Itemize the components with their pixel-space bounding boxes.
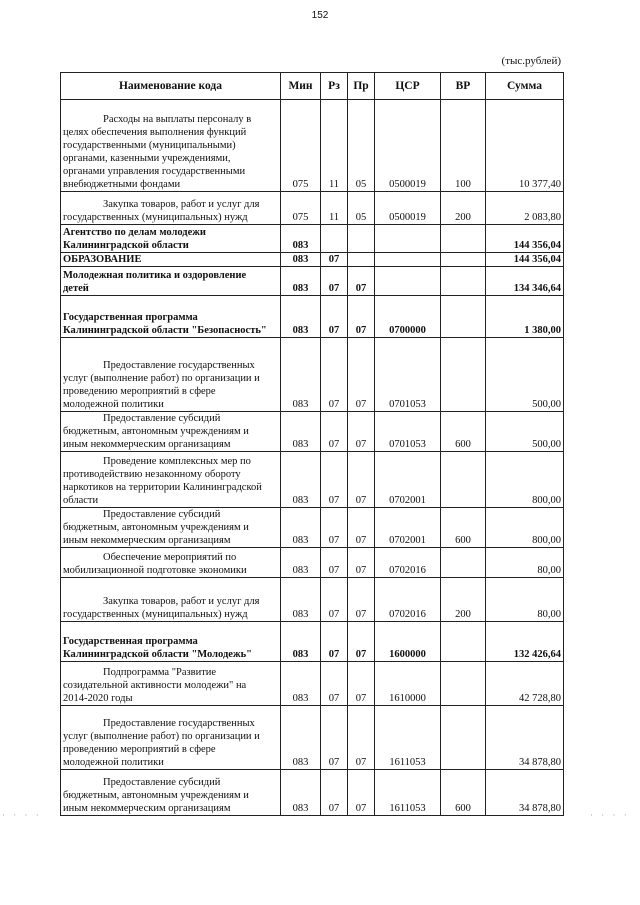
cell-rz: 07: [321, 548, 348, 578]
row-name-line: Калининградской области "Молодежь": [63, 649, 252, 660]
row-name-line: бюджетным, автономным учреждениям и: [63, 522, 249, 533]
header-name: Наименование кода: [61, 73, 281, 100]
cell-csr: 1600000: [375, 622, 441, 662]
cell-sum: 134 346,64: [486, 267, 564, 296]
row-name-line: молодежной политики: [63, 757, 164, 768]
cell-pr: 07: [348, 770, 375, 816]
row-name: [61, 578, 281, 622]
cell-csr: 0701053: [375, 338, 441, 412]
cell-min: 075: [281, 100, 321, 192]
cell-min: 083: [281, 253, 321, 267]
cell-rz: 07: [321, 622, 348, 662]
cell-min: 083: [281, 296, 321, 338]
row-name-line: государственных (муниципальных) нужд: [63, 609, 248, 620]
cell-min: 083: [281, 770, 321, 816]
row-name: [61, 225, 281, 253]
cell-vr: [441, 225, 486, 253]
cell-min: 075: [281, 192, 321, 225]
row-name-line: иным некоммерческим организациям: [63, 535, 231, 546]
cell-rz: 07: [321, 662, 348, 706]
scan-artifact-left: · · · ·: [2, 810, 42, 820]
header-csr: ЦСР: [375, 73, 441, 100]
cell-pr: [348, 253, 375, 267]
row-name: [61, 508, 281, 548]
cell-csr: [375, 225, 441, 253]
cell-vr: 600: [441, 412, 486, 452]
row-name-line: области: [63, 495, 99, 506]
row-name-line: Закупка товаров, работ и услуг для: [103, 199, 260, 210]
row-name-line: ОБРАЗОВАНИЕ: [63, 254, 142, 265]
cell-vr: [441, 548, 486, 578]
row-name: [61, 296, 281, 338]
row-name-line: иным некоммерческим организациям: [63, 803, 231, 814]
table-row: [61, 412, 564, 452]
cell-min: 083: [281, 338, 321, 412]
cell-csr: 1610000: [375, 662, 441, 706]
cell-pr: 07: [348, 662, 375, 706]
budget-table: [60, 72, 564, 816]
cell-csr: 0702001: [375, 508, 441, 548]
cell-min: 083: [281, 267, 321, 296]
cell-pr: 07: [348, 508, 375, 548]
row-name: [61, 267, 281, 296]
cell-sum: 800,00: [486, 508, 564, 548]
cell-rz: 07: [321, 452, 348, 508]
table-row: [61, 296, 564, 338]
cell-pr: 07: [348, 578, 375, 622]
table-row: [61, 100, 564, 192]
cell-rz: 07: [321, 578, 348, 622]
table-row: [61, 508, 564, 548]
table-row: [61, 622, 564, 662]
row-name-line: бюджетным, автономным учреждениям и: [63, 790, 249, 801]
row-name-line: Предоставление государственных: [103, 360, 255, 371]
cell-csr: 0702016: [375, 548, 441, 578]
cell-pr: 07: [348, 452, 375, 508]
row-name-line: государственных (муниципальных) нужд: [63, 212, 248, 223]
row-name-line: противодействию незаконному обороту: [63, 469, 241, 480]
row-name: [61, 100, 281, 192]
scan-artifact-right: · · · ·: [590, 810, 630, 820]
row-name-line: проведению мероприятий в сфере: [63, 744, 216, 755]
header-rz: Рз: [321, 73, 348, 100]
cell-sum: 80,00: [486, 578, 564, 622]
table-row: [61, 662, 564, 706]
row-name-line: Калининградской области: [63, 240, 189, 251]
cell-min: 083: [281, 578, 321, 622]
row-name-line: бюджетным, автономным учреждениям и: [63, 426, 249, 437]
cell-vr: [441, 296, 486, 338]
row-name-line: Обеспечение мероприятий по: [103, 552, 237, 563]
cell-min: 083: [281, 452, 321, 508]
row-name-line: Молодежная политика и оздоровление: [63, 270, 247, 281]
cell-sum: 144 356,04: [486, 225, 564, 253]
table-row: [61, 706, 564, 770]
cell-min: 083: [281, 622, 321, 662]
cell-vr: [441, 706, 486, 770]
cell-pr: 05: [348, 192, 375, 225]
cell-sum: 800,00: [486, 452, 564, 508]
header-sum: Сумма: [486, 73, 564, 100]
cell-sum: 144 356,04: [486, 253, 564, 267]
cell-vr: [441, 253, 486, 267]
row-name: [61, 706, 281, 770]
cell-vr: 600: [441, 508, 486, 548]
cell-csr: 0702001: [375, 452, 441, 508]
row-name-line: внебюджетными фондами: [63, 179, 181, 190]
table-row: [61, 253, 564, 267]
cell-rz: 07: [321, 267, 348, 296]
cell-rz: 07: [321, 253, 348, 267]
cell-vr: [441, 338, 486, 412]
header-pr: Пр: [348, 73, 375, 100]
cell-vr: [441, 267, 486, 296]
cell-vr: [441, 622, 486, 662]
cell-pr: 05: [348, 100, 375, 192]
cell-pr: 07: [348, 706, 375, 770]
cell-rz: 11: [321, 100, 348, 192]
cell-rz: [321, 225, 348, 253]
row-name: [61, 253, 281, 267]
row-name-line: Агентство по делам молодежи: [63, 227, 206, 238]
cell-csr: 0701053: [375, 412, 441, 452]
header-min: Мин: [281, 73, 321, 100]
cell-sum: 500,00: [486, 412, 564, 452]
cell-csr: 1611053: [375, 706, 441, 770]
row-name-line: Предоставление субсидий: [103, 777, 221, 788]
row-name-line: наркотиков на территории Калининградской: [63, 482, 262, 493]
cell-pr: 07: [348, 338, 375, 412]
table-row: [61, 452, 564, 508]
cell-sum: 42 728,80: [486, 662, 564, 706]
row-name: [61, 452, 281, 508]
cell-rz: 11: [321, 192, 348, 225]
cell-rz: 07: [321, 338, 348, 412]
cell-vr: [441, 662, 486, 706]
cell-csr: 0500019: [375, 192, 441, 225]
cell-rz: 07: [321, 412, 348, 452]
row-name-line: органами, казенными учреждениями,: [63, 153, 231, 164]
cell-vr: 100: [441, 100, 486, 192]
cell-min: 083: [281, 548, 321, 578]
row-name-line: иным некоммерческим организациям: [63, 439, 231, 450]
header-row: [61, 73, 564, 100]
row-name-line: государственными (муниципальными): [63, 140, 236, 151]
row-name-line: Расходы на выплаты персоналу в: [103, 114, 252, 125]
cell-vr: 600: [441, 770, 486, 816]
row-name-line: Предоставление субсидий: [103, 413, 221, 424]
cell-sum: 34 878,80: [486, 770, 564, 816]
row-name-line: Закупка товаров, работ и услуг для: [103, 596, 260, 607]
cell-min: 083: [281, 706, 321, 770]
row-name-line: Проведение комплексных мер по: [103, 456, 251, 467]
cell-sum: 80,00: [486, 548, 564, 578]
cell-pr: 07: [348, 412, 375, 452]
cell-rz: 07: [321, 706, 348, 770]
cell-sum: 132 426,64: [486, 622, 564, 662]
cell-csr: 0702016: [375, 578, 441, 622]
table-row: [61, 267, 564, 296]
row-name-line: мобилизационной подготовке экономики: [63, 565, 247, 576]
cell-vr: 200: [441, 192, 486, 225]
page-number: 152: [311, 10, 329, 21]
row-name-line: Государственная программа: [63, 636, 198, 647]
cell-pr: 07: [348, 296, 375, 338]
row-name: [61, 412, 281, 452]
table-row: [61, 225, 564, 253]
row-name-line: созидательной активности молодежи" на: [63, 680, 247, 691]
cell-csr: 0700000: [375, 296, 441, 338]
row-name: [61, 662, 281, 706]
cell-csr: 1611053: [375, 770, 441, 816]
cell-sum: 2 083,80: [486, 192, 564, 225]
cell-vr: [441, 452, 486, 508]
row-name-line: Предоставление субсидий: [103, 509, 221, 520]
cell-vr: 200: [441, 578, 486, 622]
cell-min: 083: [281, 225, 321, 253]
row-name-line: Подпрограмма "Развитие: [103, 667, 217, 678]
table-row: [61, 192, 564, 225]
row-name-line: молодежной политики: [63, 399, 164, 410]
cell-min: 083: [281, 662, 321, 706]
table-row: [61, 578, 564, 622]
cell-pr: [348, 225, 375, 253]
cell-rz: 07: [321, 296, 348, 338]
cell-sum: 500,00: [486, 338, 564, 412]
row-name-line: Предоставление государственных: [103, 718, 255, 729]
cell-csr: [375, 267, 441, 296]
row-name-line: услуг (выполнение работ) по организации и: [63, 731, 260, 742]
cell-rz: 07: [321, 508, 348, 548]
cell-pr: 07: [348, 622, 375, 662]
cell-sum: 34 878,80: [486, 706, 564, 770]
cell-sum: 1 380,00: [486, 296, 564, 338]
cell-rz: 07: [321, 770, 348, 816]
units-label: (тыс.рублей): [501, 55, 561, 67]
cell-pr: 07: [348, 548, 375, 578]
row-name-line: органами управления государственными: [63, 166, 246, 177]
cell-csr: 0500019: [375, 100, 441, 192]
row-name-line: 2014-2020 годы: [63, 693, 133, 704]
row-name-line: Государственная программа: [63, 312, 198, 323]
cell-sum: 10 377,40: [486, 100, 564, 192]
cell-csr: [375, 253, 441, 267]
cell-min: 083: [281, 508, 321, 548]
row-name-line: детей: [63, 283, 89, 294]
cell-min: 083: [281, 412, 321, 452]
cell-pr: 07: [348, 267, 375, 296]
header-vr: ВР: [441, 73, 486, 100]
table-row: [61, 338, 564, 412]
table-row: [61, 770, 564, 816]
row-name: [61, 338, 281, 412]
row-name-line: целях обеспечения выполнения функций: [63, 127, 247, 138]
row-name: [61, 548, 281, 578]
row-name: [61, 622, 281, 662]
row-name-line: услуг (выполнение работ) по организации и: [63, 373, 260, 384]
table-row: [61, 548, 564, 578]
row-name-line: проведению мероприятий в сфере: [63, 386, 216, 397]
row-name: [61, 192, 281, 225]
row-name: [61, 770, 281, 816]
row-name-line: Калининградской области "Безопасность": [63, 325, 267, 336]
